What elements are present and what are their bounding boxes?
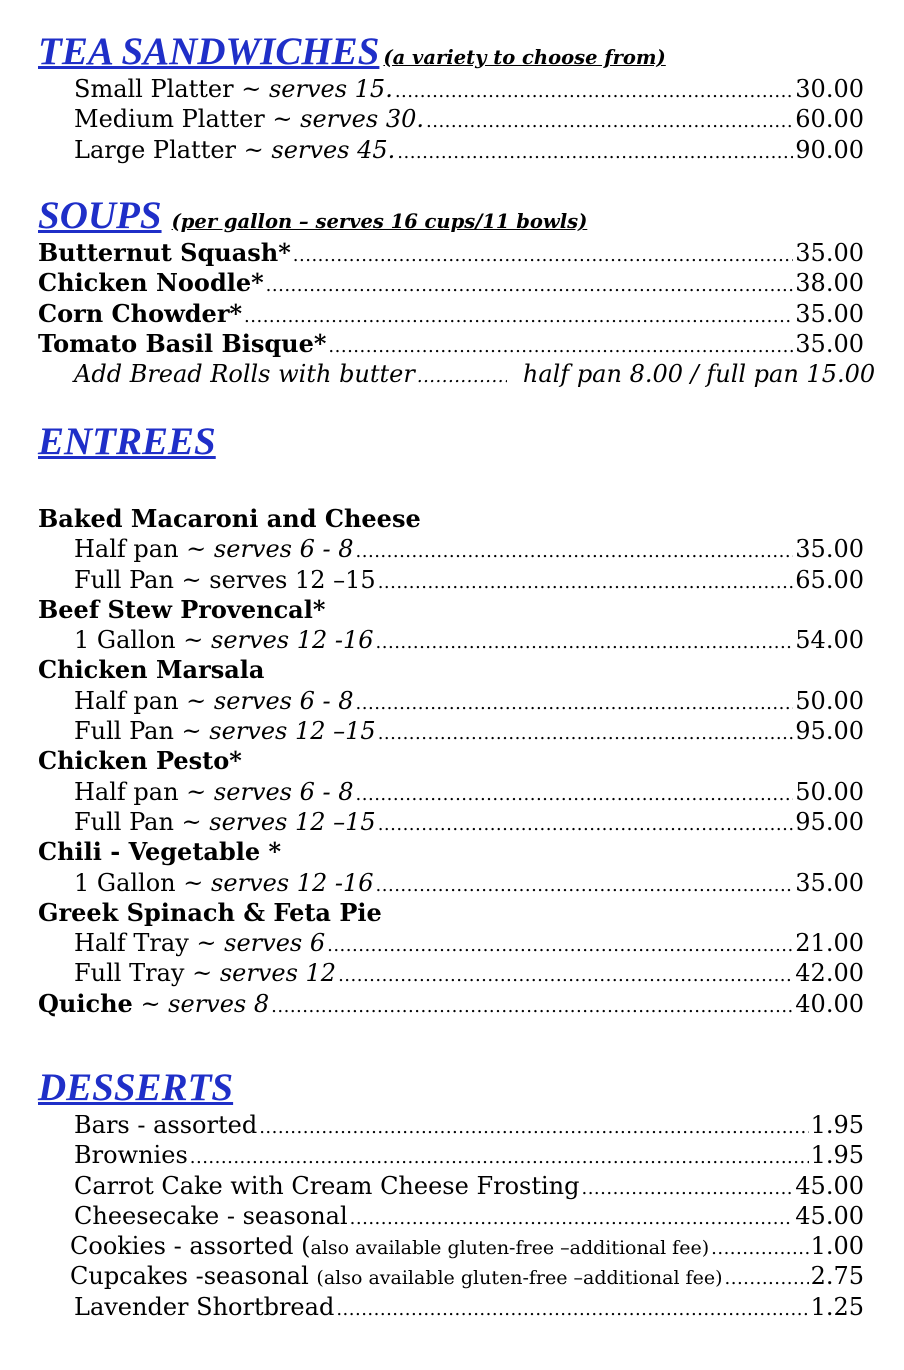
item-name: Half pan ~ (74, 686, 214, 715)
item-price: 35.00 (795, 329, 864, 358)
leader-dots (259, 1113, 808, 1143)
item-price: 35.00 (795, 239, 864, 267)
leader-dots (338, 961, 793, 991)
menu-item (38, 1292, 864, 1322)
item-heading: Chicken Marsala (38, 655, 265, 685)
item-name: Chicken Noodle* (38, 268, 264, 298)
menu-item (38, 777, 864, 807)
desserts-section (38, 1066, 864, 1322)
leader-dots (328, 332, 793, 362)
menu-item (38, 238, 864, 268)
item-note: also available gluten-free –additional fee) (310, 1237, 710, 1260)
soups-section (38, 194, 876, 389)
item-name: Full Pan ~ (74, 807, 210, 836)
menu-item (38, 1261, 864, 1291)
item-price: 45.00 (795, 1171, 864, 1200)
item-name: Corn Chowder* (38, 298, 243, 328)
leader-dots (711, 1234, 808, 1264)
menu-item (38, 1171, 864, 1201)
item-name: Medium Platter ~ (74, 105, 301, 134)
item-price: 38.00 (795, 269, 864, 298)
soups-header (38, 194, 864, 238)
leader-dots (190, 1143, 809, 1173)
item-name: Full Pan ~ serves 12 –15 (74, 565, 376, 594)
menu-item (38, 1231, 864, 1261)
item-price: 1.95 (810, 1141, 864, 1170)
item-name: Butternut Squash* (38, 238, 291, 267)
menu-item (38, 807, 864, 837)
leader-dots (356, 689, 794, 719)
item-price: 35.00 (795, 535, 864, 564)
item-name: Cookies - assorted ( (70, 1232, 311, 1261)
item-price: 40.00 (795, 989, 864, 1018)
leader-dots (336, 1295, 808, 1325)
leader-dots (376, 628, 794, 658)
item-price: 95.00 (795, 717, 864, 746)
item-serves: serves 12 –15 (209, 717, 376, 746)
leader-dots (426, 107, 793, 137)
item-serves: serves 6 - 8 (213, 777, 354, 806)
item-price: 42.00 (795, 959, 864, 988)
leader-dots (417, 362, 507, 392)
item-price: 1.25 (810, 1292, 864, 1321)
item-serves: serves 12 -16 (211, 626, 374, 655)
item-name: 1 Gallon ~ (74, 868, 212, 897)
item-heading: Beef Stew Provencal* (38, 594, 326, 624)
item-serves: serves 12 –15 (209, 807, 376, 836)
item-price: 54.00 (795, 626, 864, 655)
item-name: Full Pan ~ (74, 717, 210, 746)
tea-sandwiches-section (38, 30, 864, 165)
section-title: ENTREES (38, 420, 216, 463)
leader-dots (376, 871, 794, 901)
menu-item (38, 534, 864, 564)
item-name: Bars - assorted (74, 1111, 258, 1139)
item-name: Full Tray ~ (74, 959, 220, 988)
item-serves: serves 30. (300, 105, 424, 134)
menu-item (38, 1140, 864, 1170)
item-serves: serves 15. (268, 75, 393, 103)
item-price: 21.00 (795, 929, 864, 958)
item-price: 95.00 (795, 807, 864, 836)
item-name: 1 Gallon ~ (74, 626, 212, 655)
item-heading: Chili - Vegetable * (38, 837, 282, 867)
entrees-section (38, 420, 864, 1019)
item-price: 60.00 (795, 105, 864, 134)
item-heading: Chicken Pesto* (38, 746, 242, 776)
item-note: (also available gluten-free –additional fee) (316, 1267, 723, 1290)
leader-dots (350, 1204, 794, 1234)
leader-dots (266, 271, 794, 301)
section-title: SOUPS (38, 194, 162, 237)
item-price: 1.95 (810, 1111, 864, 1139)
menu-item (38, 565, 864, 595)
menu-item (38, 1201, 864, 1231)
item-serves: serves 6 - 8 (213, 686, 354, 715)
item-price: 30.00 (795, 75, 864, 103)
section-note: (per gallon – serves 16 cups/11 bowls) (171, 210, 588, 233)
leader-dots (356, 537, 794, 567)
leader-dots (395, 77, 793, 107)
leader-dots (378, 810, 794, 840)
menu-item (38, 329, 864, 359)
item-price: 45.00 (795, 1201, 864, 1230)
addon-item (38, 359, 876, 389)
addon-name: Add Bread Rolls with butter (74, 360, 415, 389)
item-price: 1.00 (810, 1232, 864, 1261)
item-name: Cheesecake - seasonal (74, 1201, 348, 1230)
leader-dots (581, 1174, 793, 1204)
menu-item (38, 928, 864, 958)
item-price: 50.00 (795, 686, 864, 715)
section-title: DESSERTS (38, 1066, 234, 1109)
menu-item (38, 868, 864, 898)
section-title: TEA SANDWICHES (38, 30, 380, 73)
item-name: Carrot Cake with Cream Cheese Frosting (74, 1171, 580, 1200)
item-serves: serves 12 -16 (211, 868, 374, 897)
leader-dots (725, 1264, 809, 1294)
leader-dots (378, 568, 794, 598)
section-note: (a variety to choose from) (383, 46, 666, 69)
item-heading: Greek Spinach & Feta Pie (38, 897, 382, 927)
item-serves: serves 6 - 8 (213, 535, 354, 564)
item-name: Half pan ~ (74, 777, 214, 806)
leader-dots (271, 992, 793, 1022)
item-serves: ~ serves 8 (132, 989, 270, 1018)
leader-dots (378, 719, 794, 749)
menu-item (38, 716, 864, 746)
item-price: 35.00 (795, 868, 864, 897)
item-name: Half Tray ~ (74, 929, 225, 958)
item-price: 35.00 (795, 299, 864, 328)
item-price: 2.75 (810, 1262, 864, 1291)
menu-item (38, 135, 864, 165)
menu-item (38, 299, 864, 329)
menu-item (38, 686, 864, 716)
item-price: 50.00 (795, 777, 864, 806)
menu-item (38, 958, 864, 988)
entrees-header (38, 420, 864, 464)
menu-item (38, 625, 864, 655)
item-name: Large Platter ~ (74, 135, 272, 164)
tea-sandwiches-header (38, 30, 864, 74)
item-serves: serves 45. (271, 135, 396, 164)
item-name: Small Platter ~ (74, 75, 269, 103)
item-name: Brownies (74, 1141, 188, 1170)
item-serves: serves 6 (224, 929, 326, 958)
leader-dots (293, 241, 793, 271)
item-serves: serves 12 (219, 959, 337, 988)
addon-price: half pan 8.00 / full pan 15.00 (522, 360, 876, 389)
desserts-header (38, 1066, 864, 1110)
menu-item (38, 1110, 864, 1140)
item-name: Quiche (38, 988, 133, 1018)
menu-item (38, 268, 864, 298)
item-name: Lavender Shortbread (74, 1292, 335, 1321)
item-price: 90.00 (795, 135, 864, 164)
leader-dots (356, 780, 794, 810)
item-price: 65.00 (795, 565, 864, 594)
item-name: Half pan ~ (74, 535, 214, 564)
item-name: Cupcakes -seasonal (70, 1262, 317, 1291)
leader-dots (397, 138, 793, 168)
menu-item (38, 74, 864, 104)
menu-item (38, 989, 864, 1019)
item-name: Tomato Basil Bisque* (38, 328, 327, 358)
menu-item (38, 104, 864, 134)
item-heading: Baked Macaroni and Cheese (38, 504, 421, 533)
leader-dots (244, 302, 793, 332)
leader-dots (327, 931, 793, 961)
